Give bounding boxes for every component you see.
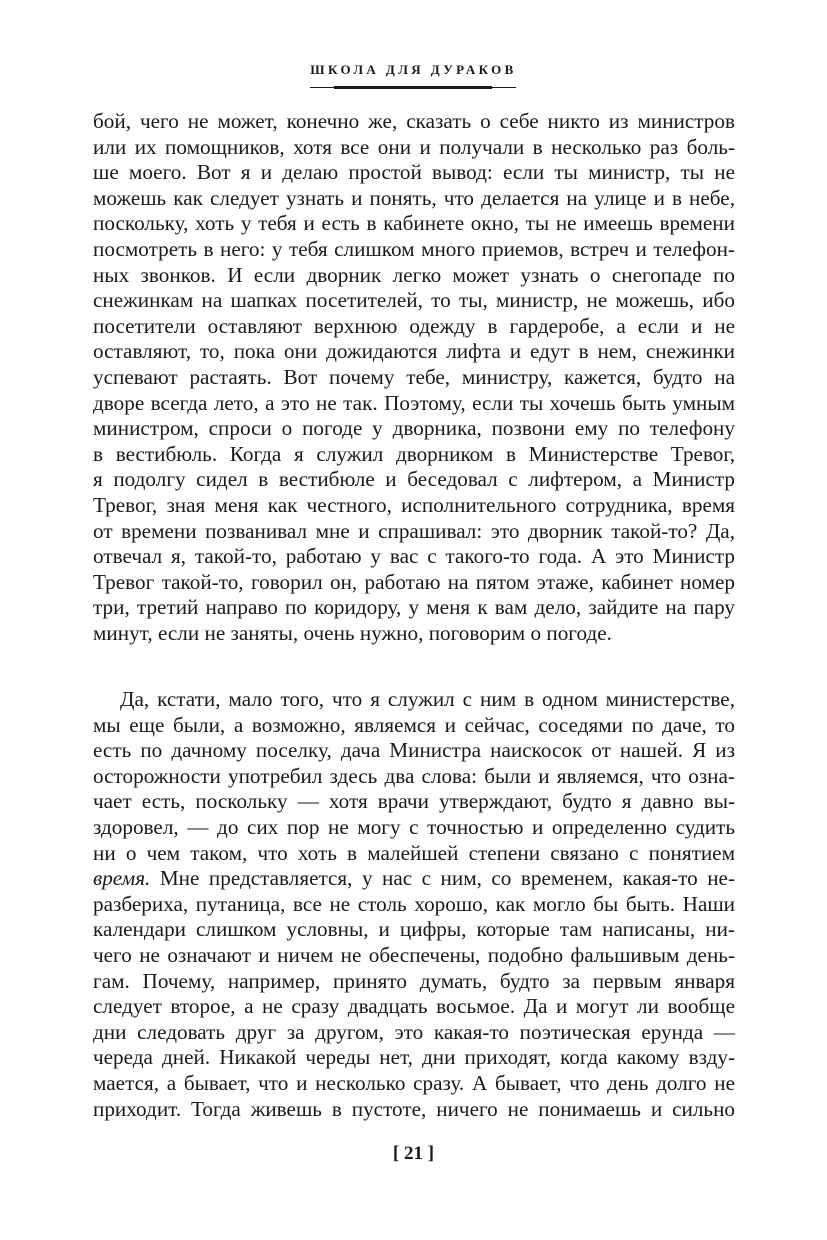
text-line: я подолгу сидел в вестибюле и беседовал с лифтером, а Министр	[93, 467, 735, 492]
text-line: приходит. Тогда живешь в пустоте, ничего не понимаешь и сильно	[93, 1096, 735, 1121]
text-line: Да, кстати, мало того, что я служил с ним в одном министерстве,	[120, 687, 735, 711]
text-segment: Мне представляется, у нас с ним, со временем, какая-то не-	[159, 866, 735, 891]
text-line: посетители оставляют верхнюю одежду в гардеробе, а если и не	[93, 313, 735, 338]
text-line: ных звонков. И если дворник легко может узнать о снегопаде по	[93, 262, 735, 287]
text-line: осторожности употребил здесь два слова: были и являемся, что озна-	[93, 763, 735, 788]
text-line: Тревог, зная меня как честного, исполнительного сотрудника, время	[93, 492, 735, 517]
text-line: снежинкам на шапках посетителей, то ты, министр, не можешь, ибо	[93, 288, 735, 313]
text-line: есть по дачному поселку, дача Министра наискосок от нашей. Я из	[93, 738, 735, 763]
text-line: чего не означают и ничем не обеспечены, подобно фальшивым день-	[93, 942, 735, 967]
italic-word: время.	[93, 866, 151, 891]
text-line: отвечал я, такой-то, работаю у вас с такого-то года. А это Министр	[93, 544, 735, 569]
text-line-with-italic	[93, 866, 735, 892]
text-line: поскольку, хоть у тебя и есть в кабинете окно, ты не имеешь времени	[93, 211, 735, 236]
page-number: [ 21 ]	[392, 1143, 435, 1164]
text-line: три, третий направо по коридору, у меня к вам дело, зайдите на пару	[93, 595, 735, 620]
text-line: мается, а бывает, что и несколько сразу. А бывает, что день долго не	[93, 1070, 735, 1095]
text-line: оставляют, то, пока они дожидаются лифта и едут в нем, снежинки	[93, 339, 735, 364]
text-line: гам. Почему, например, принято думать, будто за первым января	[93, 968, 735, 993]
text-line: от времени позванивал мне и спрашивал: это дворник такой-то? Да,	[93, 518, 735, 543]
text-line: ни о чем таком, что хоть в малейшей степени связано с понятием	[93, 840, 735, 865]
text-line: бой, чего не может, конечно же, сказать о себе никто из министров	[93, 109, 735, 133]
text-line: минут, если не заняты, очень нужно, поговорим о погоде.	[93, 620, 612, 645]
header-rule	[334, 86, 492, 89]
text-line: можешь как следует узнать и понять, что делается на улице и в небе,	[93, 185, 735, 210]
text-line: посмотреть в него: у тебя слишком много приемов, встреч и телефон-	[93, 236, 735, 261]
text-line: Тревог такой-то, говорил он, работаю на пятом этаже, кабинет номер	[93, 569, 735, 594]
text-line: успевают растаять. Вот почему тебе, министру, кажется, будто на	[93, 364, 735, 389]
text-line: следует второе, а не сразу двадцать восьмое. Да и могут ли вообще	[93, 994, 735, 1019]
text-line: чает есть, поскольку — хотя врачи утверждают, будто я давно вы-	[93, 789, 735, 814]
text-line: здоровел, — до сих пор не могу с точностью и определенно судить	[93, 814, 735, 839]
paragraph-1	[93, 109, 735, 646]
text-line: мы еще были, а возможно, являемся и сейчас, соседями по даче, то	[93, 712, 735, 737]
text-line: ше моего. Вот я и делаю простой вывод: если ты министр, ты не	[93, 160, 735, 185]
text-line: дворе всегда лето, а это не так. Поэтому, если ты хочешь быть умным	[93, 390, 735, 415]
text-line: разбериха, путаница, все не столь хорошо, как могло бы быть. Наши	[93, 891, 735, 916]
text-line: или их помощников, хотя все они и получали в несколько раз боль-	[93, 134, 735, 159]
text-line: календари слишком условны, и цифры, которые там написаны, ни-	[93, 917, 735, 942]
running-title: ШКОЛА ДЛЯ ДУРАКОВ	[310, 62, 517, 77]
paragraph-2	[93, 687, 735, 1122]
text-line: дни следовать друг за другом, это какая-то поэтическая ерунда —	[93, 1019, 735, 1044]
text-line: череда дней. Никакой череды нет, дни приходят, когда какому взду-	[93, 1045, 735, 1070]
text-line: в вестибюль. Когда я служил дворником в Министерстве Тревог,	[93, 441, 735, 466]
text-line: министром, спроси о погоде у дворника, позвони ему по телефону	[93, 416, 735, 441]
